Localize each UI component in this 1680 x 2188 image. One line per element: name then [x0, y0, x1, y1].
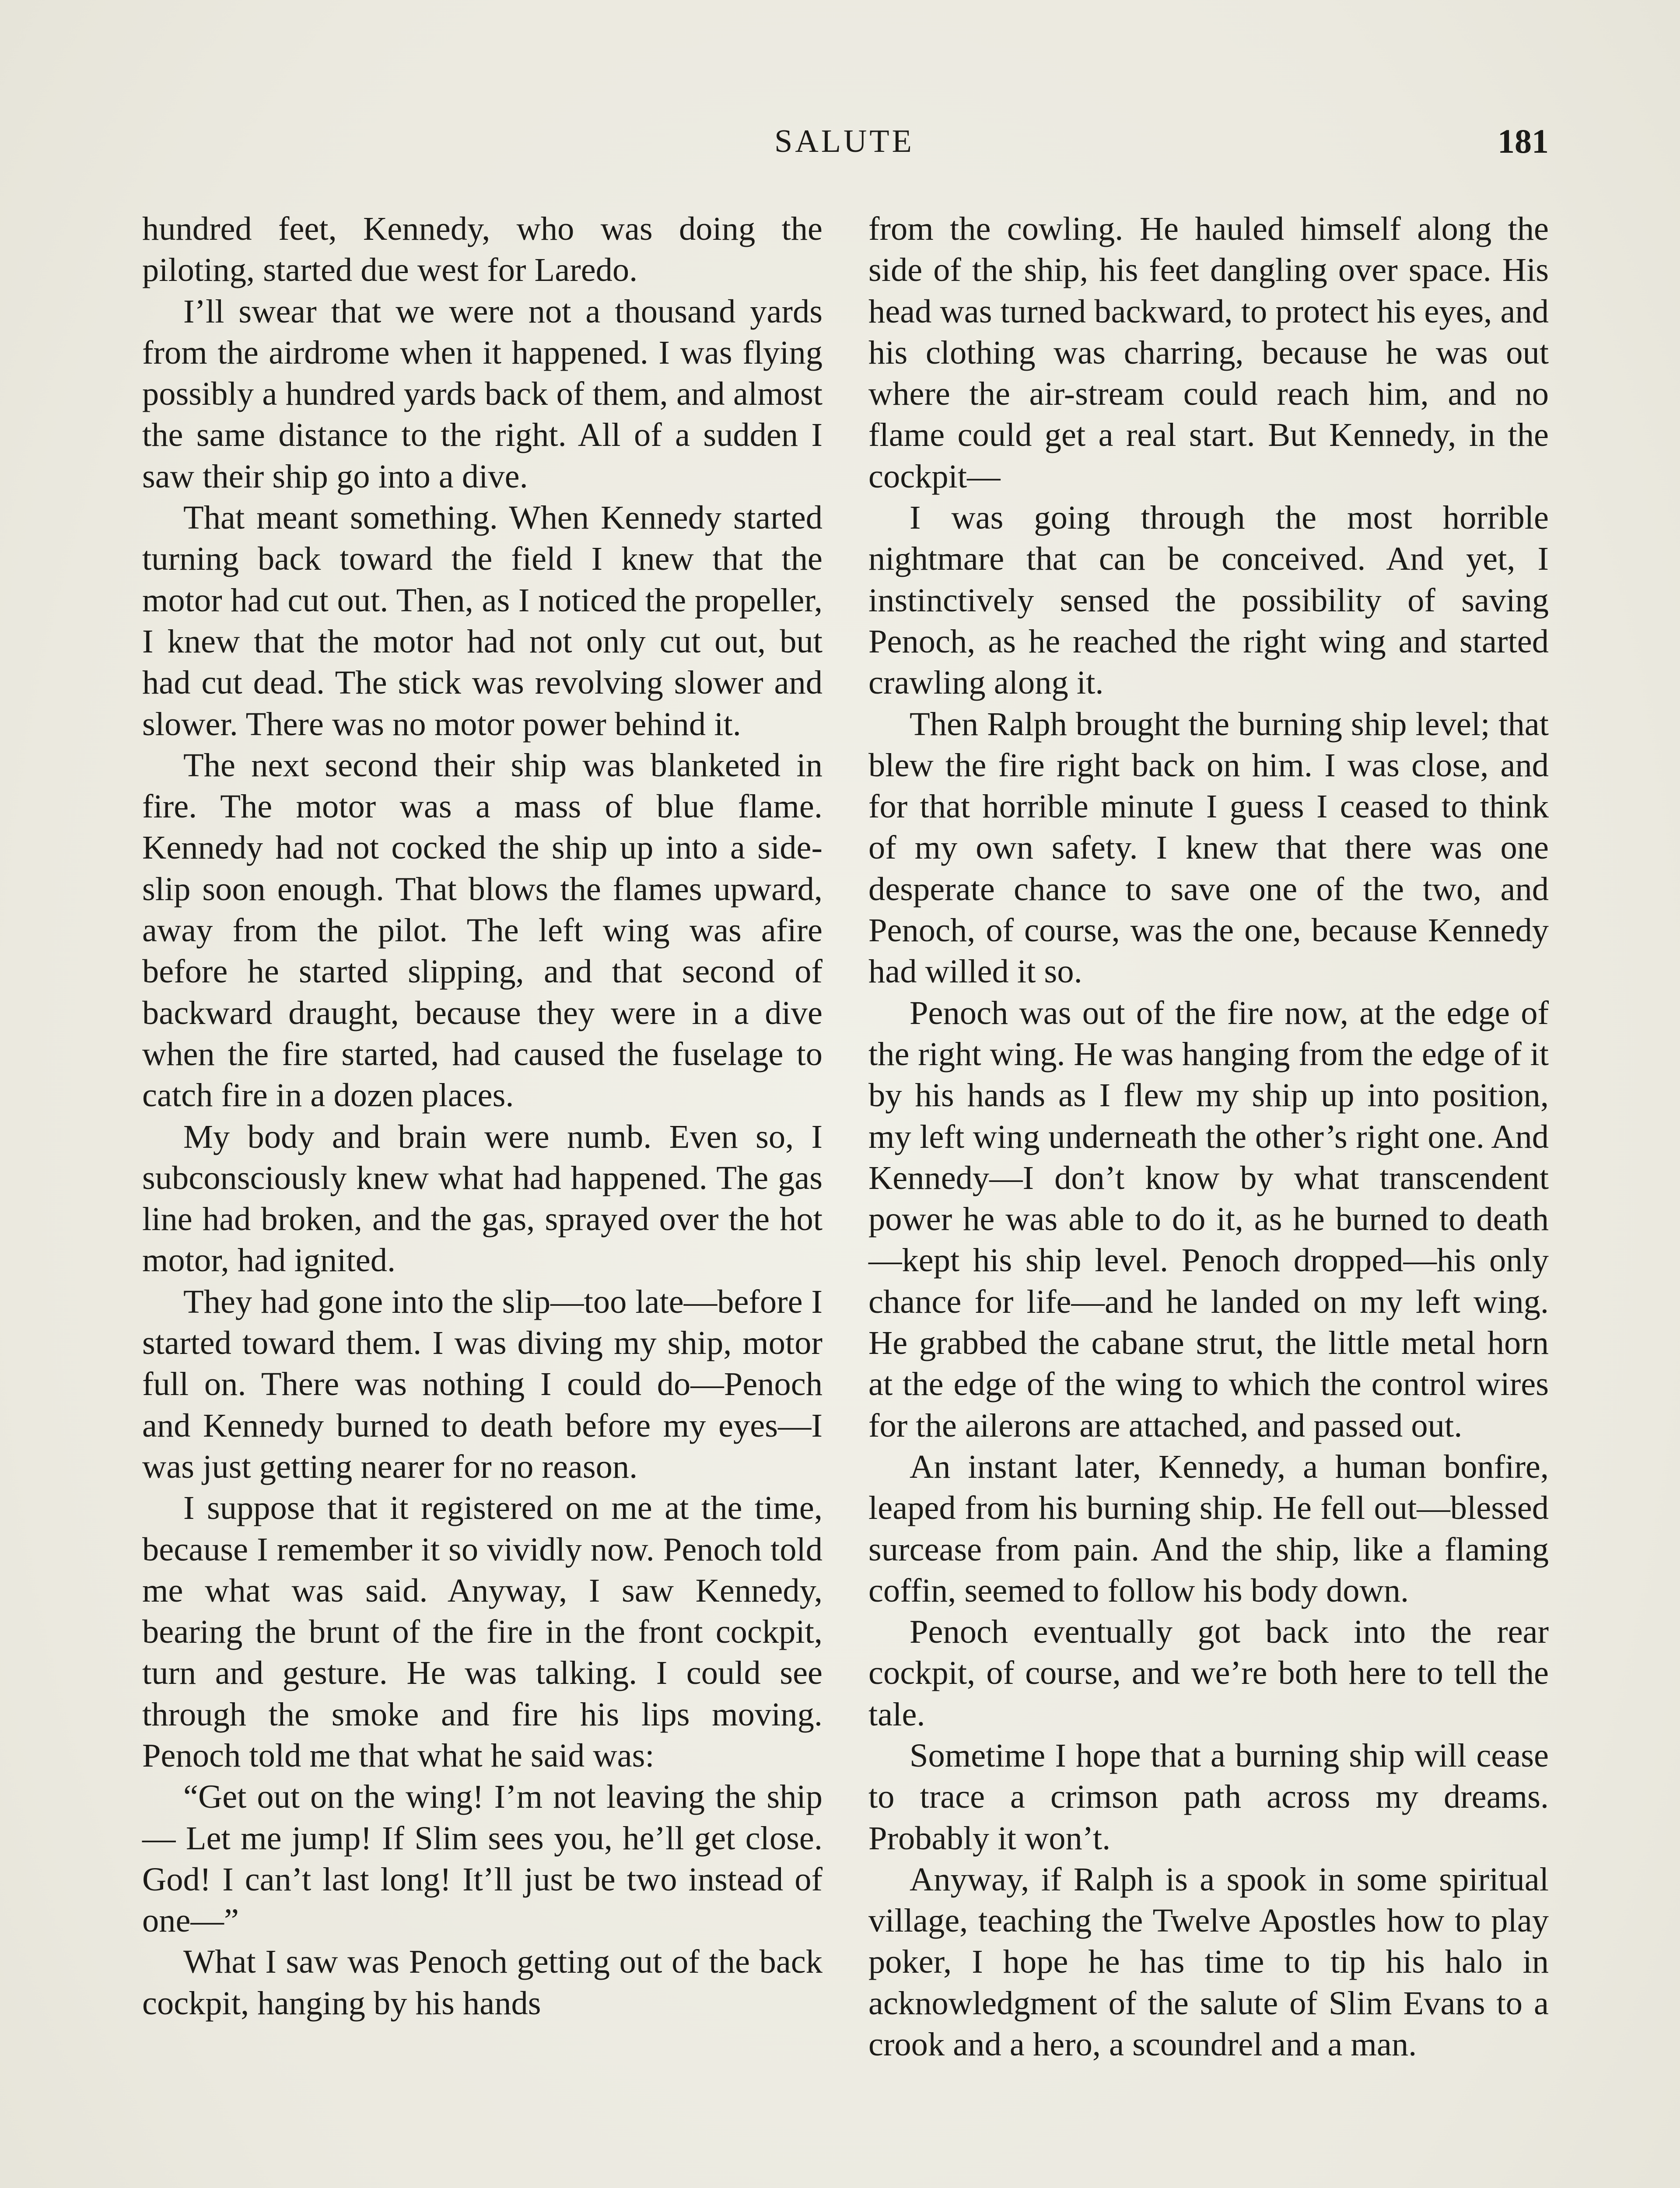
paragraph: An instant later, Kennedy, a human bonfire, leaped from his burning ship. He fell out—blessed surcease from pain. And the ship, like a flaming coffin, seemed to follow his body down. — [868, 1448, 1549, 1609]
right-column — [868, 208, 1549, 2065]
running-head — [140, 117, 1549, 165]
paragraph: What I saw was Penoch getting out of the back cockpit, hanging by his hands — [142, 1943, 822, 2022]
paragraph: hundred feet, Kennedy, who was doing the piloting, started due west for Laredo. — [142, 210, 822, 289]
paragraph: My body and brain were numb. Even so, I subconsciously knew what had happened. The gas line had broken, and the gas, sprayed over the hot motor, had ignited. — [142, 1118, 822, 1279]
paragraph: I’ll swear that we were not a thousand yards from the airdrome when it happened. I was flying possibly a hundred yards back of them, and almost the same distance to the right. All of a sudden I saw their ship go into a dive. — [142, 292, 822, 495]
paragraph: Penoch was out of the fire now, at the edge of the right wing. He was hanging from the edge of it by his hands as I flew my ship up into position, my left wing underneath the other’s right one. And Kennedy—I don’t know by what transcendent power he was able to do it, as he burned to death—kept his ship level. Penoch dropped—his only chance for life—and he landed on my left wing. He grabbed the cabane strut, the little metal horn at the edge of the wing to which the control wires for the ailerons are attached, and passed out. — [868, 994, 1549, 1444]
paragraph: The next second their ship was blanketed in fire. The motor was a mass of blue flame. Kennedy had not cocked the ship up into a side-slip soon enough. That blows the flames upward, away from the pilot. The left wing was afire before he started slipping, and that second of backward draught, because they were in a dive when the fire started, had caused the fuselage to catch fire in a dozen places. — [142, 746, 822, 1114]
paragraph: I was going through the most horrible nightmare that can be conceived. And yet, I instinctively sensed the possibility of saving Penoch, as he reached the right wing and started crawling along it. — [868, 499, 1549, 701]
paragraph: They had gone into the slip—too late—before I started toward them. I was diving my ship, motor full on. There was nothing I could do—Penoch and Kennedy burned to death before my eyes—I was just getting nearer for no reason. — [142, 1283, 822, 1485]
paragraph: “Get out on the wing! I’m not leaving the ship— Let me jump! If Slim sees you, he’ll get close. God! I can’t last long! It’ll just be two instead of one—” — [142, 1778, 822, 1939]
paragraph: from the cowling. He hauled himself along the side of the ship, his feet dangling over space. His head was turned backward, to protect his eyes, and his clothing was charring, because he was out where the air-stream could reach him, and no flame could get a real start. But Kennedy, in the cockpit— — [868, 210, 1549, 495]
paragraph: Sometime I hope that a burning ship will cease to trace a crimson path across my dreams. Probably it won’t. — [868, 1736, 1549, 1857]
paragraph: Then Ralph brought the burning ship level; that blew the fire right back on him. I was close, and for that horrible minute I guess I ceased to think of my own safety. I knew that there was one desperate chance to save one of the two, and Penoch, of course, was the one, because Kennedy had willed it so. — [868, 705, 1549, 990]
paragraph: That meant something. When Kennedy started turning back toward the field I knew that the motor had cut out. Then, as I noticed the propeller, I knew that the motor had not only cut out, but had cut dead. The stick was revolving slower and slower. There was no motor power behind it. — [142, 499, 822, 743]
paragraph: Anyway, if Ralph is a spook in some spiritual village, teaching the Twelve Apostles how to play poker, I hope he has time to tip his halo in acknowledgment of the salute of Slim Evans to a crook and a hero, a scoundrel and a man. — [868, 1860, 1549, 2063]
paragraph: Penoch eventually got back into the rear cockpit, of course, and we’re both here to tell the tale. — [868, 1613, 1549, 1733]
running-title: SALUTE — [774, 123, 914, 159]
paragraph: I suppose that it registered on me at the time, because I remember it so vividly now. Penoch told me what was said. Anyway, I saw Kennedy, bearing the brunt of the fire in the front cockpit, turn and gesture. He was talking. I could see through the smoke and fire his lips moving. Penoch told me that what he said was: — [142, 1489, 822, 1774]
left-column — [142, 208, 822, 2024]
page-number: 181 — [1498, 122, 1549, 160]
